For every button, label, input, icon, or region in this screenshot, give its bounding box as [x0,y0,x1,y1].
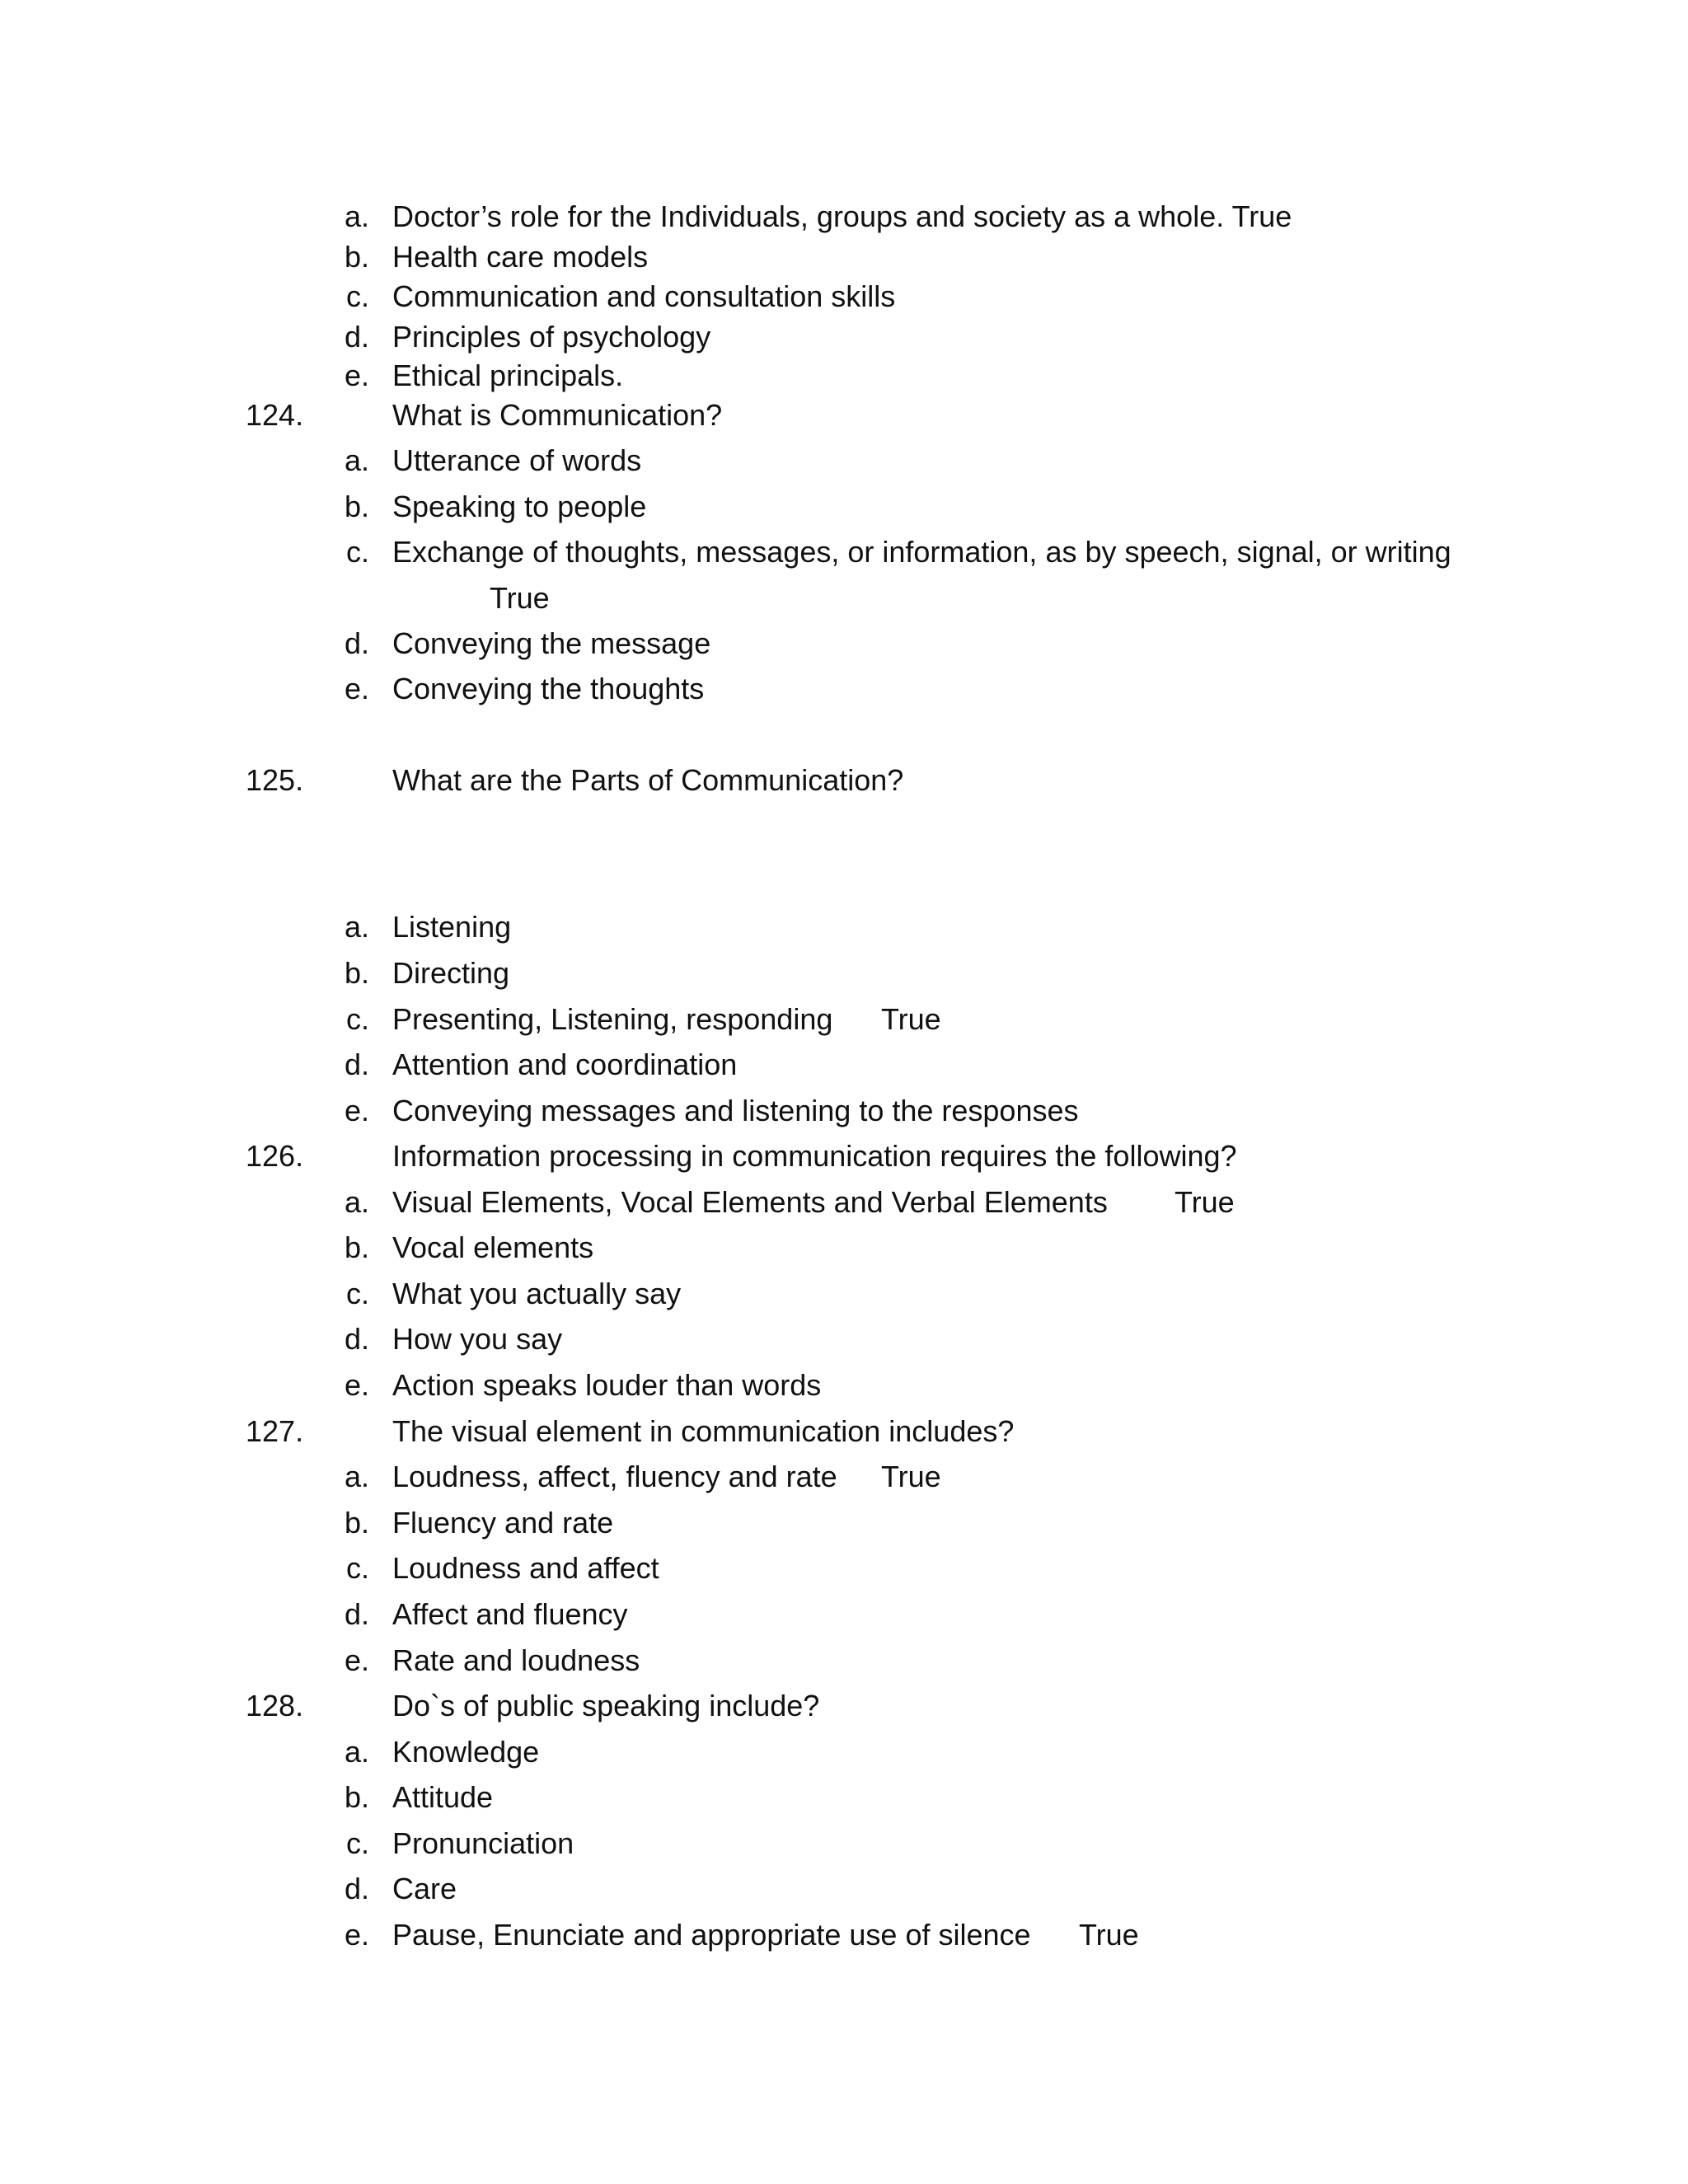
option-letter: b. [344,490,369,523]
true-mark: True [881,1460,941,1493]
option-text: Conveying the thoughts [392,672,705,705]
option-text: Rate and loudness [392,1643,640,1677]
option-text: Principles of psychology [392,320,711,354]
option-text: Fluency and rate [392,1506,614,1540]
question-row [0,1686,1688,1726]
option-text: Directing [392,956,510,990]
option-letter: a. [344,1460,369,1493]
option-letter: b. [344,1780,369,1814]
list-item [0,317,1688,357]
option-letter: a. [344,1185,369,1219]
list-item [0,1732,1688,1772]
list-item [0,954,1688,993]
option-letter: a. [344,443,369,477]
option-letter: d. [344,626,369,660]
option-letter: d. [344,1322,369,1356]
true-mark: True [1175,1185,1235,1219]
option-letter: c. [345,1551,369,1585]
option-text: Vocal elements [392,1230,594,1264]
option-text: Loudness, affect, fluency and rate [392,1460,837,1493]
list-item [0,1366,1688,1405]
question-text: The visual element in communication includes? [392,1414,1015,1448]
question-text: Do`s of public speaking include? [392,1689,820,1722]
option-text: Utterance of words [392,443,642,477]
option-letter: b. [344,1230,369,1264]
list-item [0,1503,1688,1543]
list-item [0,277,1688,316]
option-text: Attitude [392,1780,494,1814]
option-text: Pronunciation [392,1826,574,1860]
list-item [0,624,1688,663]
option-text: Visual Elements, Vocal Elements and Verbal Elements [392,1185,1108,1219]
option-text: Affect and fluency [392,1597,628,1631]
list-item [0,1319,1688,1359]
option-letter: d. [344,1047,369,1081]
option-letter: c. [345,1826,369,1860]
option-letter: e. [344,1918,369,1952]
list-item [0,1778,1688,1817]
option-text: Ethical principals. [392,359,624,392]
option-text: Speaking to people [392,490,647,523]
option-text: Conveying the message [392,626,711,660]
list-item [0,1091,1688,1131]
list-item [0,1045,1688,1085]
option-text: Listening [392,910,512,944]
true-mark: True [1079,1918,1139,1952]
true-mark: True [881,1002,941,1036]
option-letter: d. [344,1597,369,1631]
option-letter: a. [344,1735,369,1769]
option-letter: b. [344,1506,369,1540]
option-letter: b. [344,956,369,990]
option-text: Presenting, Listening, responding [392,1002,833,1036]
option-letter: b. [344,240,369,274]
option-text: Health care models [392,240,649,274]
option-letter: c. [345,1277,369,1310]
true-mark: True [490,581,550,615]
option-letter: c. [345,1002,369,1036]
list-item [0,1549,1688,1588]
option-text: Care [392,1872,457,1905]
option-text: Loudness and affect [392,1551,659,1585]
option-letter: c. [345,279,369,313]
option-letter: a. [344,199,369,233]
list-item [0,532,1688,572]
list-item [0,907,1688,947]
question-row [0,761,1688,800]
option-letter: e. [344,1368,369,1402]
question-number: 124. [246,398,304,432]
option-text: Attention and coordination [392,1047,738,1081]
option-letter: e. [344,1094,369,1127]
question-text: What is Communication? [392,398,723,432]
option-text: How you say [392,1322,563,1356]
list-item [0,1183,1688,1222]
list-item [0,1869,1688,1909]
question-number: 128. [246,1689,304,1722]
list-item [0,1915,1688,1955]
option-letter: e. [344,1643,369,1677]
option-text: What you actually say [392,1277,682,1310]
question-number: 125. [246,763,304,797]
question-text: What are the Parts of Communication? [392,763,904,797]
option-continuation [0,579,1688,618]
list-item [0,1228,1688,1268]
option-letter: e. [344,672,369,705]
option-text: Exchange of thoughts, messages, or information, as by speech, signal, or writing [392,535,1451,569]
list-item [0,1000,1688,1039]
question-row [0,1412,1688,1451]
option-text: Knowledge [392,1735,540,1769]
option-text: Conveying messages and listening to the responses [392,1094,1079,1127]
option-text: Doctor’s role for the Individuals, groups and society as a whole. True [392,199,1292,233]
option-letter: d. [344,1872,369,1905]
list-item [0,441,1688,480]
question-number: 127. [246,1414,304,1448]
question-row [0,1137,1688,1176]
list-item [0,487,1688,527]
list-item [0,237,1688,277]
option-letter: a. [344,910,369,944]
option-letter: c. [345,535,369,569]
option-text: Pause, Enunciate and appropriate use of silence [392,1918,1031,1952]
option-text: Action speaks louder than words [392,1368,822,1402]
list-item [0,1595,1688,1634]
list-item [0,356,1688,396]
list-item [0,669,1688,709]
list-item [0,1641,1688,1680]
question-row [0,396,1688,435]
option-letter: e. [344,359,369,392]
list-item [0,1274,1688,1314]
option-text: Communication and consultation skills [392,279,896,313]
list-item [0,1824,1688,1863]
question-text: Information processing in communication requires the following? [392,1139,1237,1173]
list-item [0,197,1688,237]
list-item [0,1457,1688,1497]
option-letter: d. [344,320,369,354]
question-number: 126. [246,1139,304,1173]
